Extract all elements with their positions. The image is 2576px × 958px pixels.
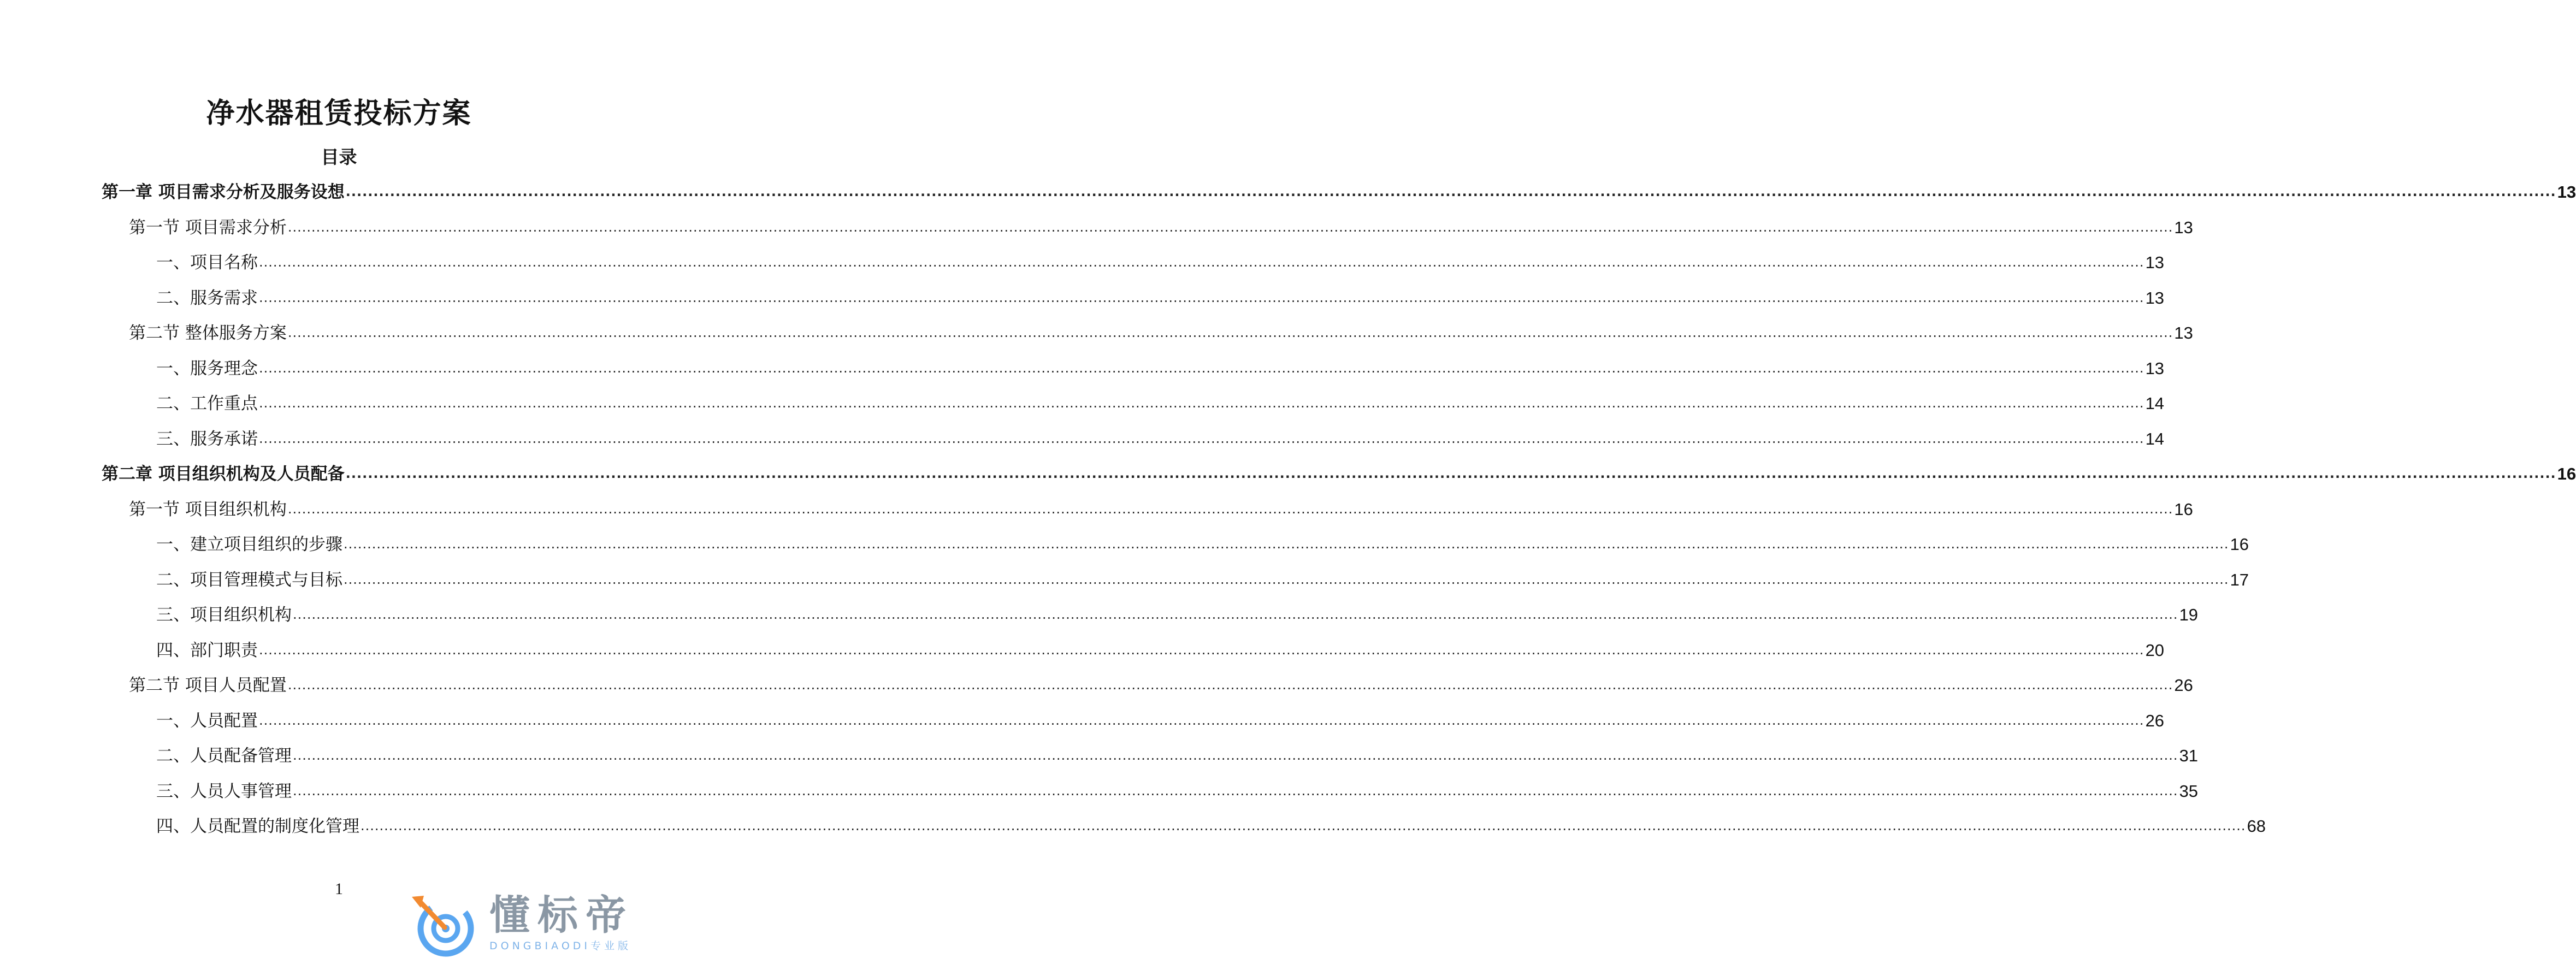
toc-entry-title: 一、项目名称: [156, 253, 258, 273]
toc-entry-title: 三、项目组织机构: [156, 605, 292, 625]
toc-entry-title: 二、服务需求: [156, 288, 258, 308]
toc-entry-page: 13: [2145, 288, 2165, 307]
toc-entry[interactable]: [129, 496, 2193, 521]
toc-leader-dots: ................................................................................................................................................................................................................................................................................................................................................................................................................: [259, 290, 2144, 305]
toc-leader-dots: ................................................................................................................................................................................................................................................................................................................................................................................................................: [259, 255, 2144, 270]
toc-leader-dots: ................................................................................................................................................................................................................................................................................................................................................................................................................: [259, 431, 2144, 446]
toc-entry-page: 19: [2179, 605, 2199, 624]
toc-entry-title: 第一节 项目需求分析: [129, 218, 287, 238]
toc-entry-page: 13: [2174, 323, 2193, 342]
toc-leader-dots: ................................................................................................................................................................................................................................................................................................................................................................................................................: [259, 642, 2144, 658]
toc-leader-dots: ................................................................................................................................................................................................................................................................................................................................................................................................................: [287, 501, 2173, 517]
toc-entry-page: 20: [2145, 641, 2165, 660]
toc-entry-title: 二、人员配备管理: [156, 746, 292, 766]
toc-entry-title: 三、人员人事管理: [156, 782, 292, 801]
toc-entry[interactable]: [129, 320, 2193, 344]
toc-entry[interactable]: [156, 637, 2165, 661]
toc-entry-page: 26: [2174, 676, 2193, 695]
toc-leader-dots: ................................................................................................................................................................................................................................................................................................................................................................................................................: [361, 818, 2246, 833]
toc-entry-page: 13: [2145, 253, 2165, 272]
toc-entry[interactable]: [156, 708, 2165, 732]
toc-entry-title: 第二章 项目组织机构及人员配备: [102, 464, 345, 484]
toc-entry[interactable]: [156, 356, 2165, 380]
toc-entry-page: 31: [2179, 746, 2199, 765]
toc-leader-dots: ................................................................................................................................................................................................................................................................................................................................................................................................................: [287, 677, 2173, 693]
toc-entry[interactable]: [156, 778, 2199, 802]
toc-entry[interactable]: [156, 567, 2249, 591]
toc-leader-dots: ................................................................................................................................................................................................................................................................................................................................................................................................................: [345, 184, 2556, 199]
toc-heading: 目录: [321, 146, 357, 168]
toc-entry-title: 一、服务理念: [156, 359, 258, 379]
toc-entry-page: 35: [2179, 782, 2199, 801]
toc-entry-title: 四、人员配置的制度化管理: [156, 817, 359, 836]
toc-entry[interactable]: [156, 285, 2165, 309]
toc-leader-dots: ................................................................................................................................................................................................................................................................................................................................................................................................................: [259, 713, 2144, 728]
toc-entry-title: 一、建立项目组织的步骤: [156, 535, 342, 554]
toc-entry-page: 16: [2230, 535, 2249, 554]
page-number: 1: [335, 880, 343, 898]
toc-entry-title: 第一章 项目需求分析及服务设想: [102, 182, 345, 202]
toc-entry-page: 16: [2174, 500, 2193, 519]
watermark: [409, 891, 665, 956]
toc-leader-dots: ................................................................................................................................................................................................................................................................................................................................................................................................................: [259, 360, 2144, 376]
toc-entry-page: 13: [2145, 359, 2165, 378]
toc-leader-dots: ................................................................................................................................................................................................................................................................................................................................................................................................................: [344, 536, 2229, 552]
toc-entry[interactable]: [156, 813, 2266, 837]
toc-entry-title: 第二节 整体服务方案: [129, 323, 287, 343]
toc-entry-title: 二、项目管理模式与目标: [156, 570, 342, 590]
toc-entry-page: 68: [2247, 817, 2266, 836]
toc-leader-dots: ................................................................................................................................................................................................................................................................................................................................................................................................................: [287, 325, 2173, 340]
toc-entry[interactable]: [102, 461, 2576, 485]
toc-entry-title: 第一节 项目组织机构: [129, 500, 287, 519]
target-logo-icon: [409, 891, 480, 956]
toc-leader-dots: ................................................................................................................................................................................................................................................................................................................................................................................................................: [259, 395, 2144, 411]
document-title: 净水器租赁投标方案: [206, 97, 472, 130]
toc-entry[interactable]: [156, 426, 2165, 450]
toc-entry-title: 第二节 项目人员配置: [129, 676, 287, 695]
toc-entry[interactable]: [156, 743, 2199, 767]
toc-entry-page: 26: [2145, 711, 2165, 730]
toc-entry-page: 13: [2174, 218, 2193, 237]
toc-entry-page: 16: [2557, 464, 2576, 483]
toc-entry-title: 二、工作重点: [156, 394, 258, 413]
watermark-subtitle: DONGBIAODI专业版: [489, 940, 632, 952]
toc-leader-dots: ................................................................................................................................................................................................................................................................................................................................................................................................................: [344, 572, 2229, 587]
toc-leader-dots: ................................................................................................................................................................................................................................................................................................................................................................................................................: [287, 220, 2173, 235]
toc-entry[interactable]: [156, 391, 2165, 415]
toc-entry[interactable]: [129, 215, 2193, 239]
toc-entry-title: 四、部门职责: [156, 641, 258, 660]
toc-entry-page: 14: [2145, 429, 2165, 448]
toc-entry[interactable]: [156, 602, 2199, 626]
toc-entry[interactable]: [129, 672, 2193, 696]
toc-entry-page: 13: [2557, 182, 2576, 202]
toc-entry[interactable]: [156, 531, 2249, 555]
toc-leader-dots: ................................................................................................................................................................................................................................................................................................................................................................................................................: [293, 607, 2178, 622]
toc-entry-page: 14: [2145, 394, 2165, 413]
watermark-brand: 懂标帝: [489, 892, 634, 939]
toc-leader-dots: ................................................................................................................................................................................................................................................................................................................................................................................................................: [293, 783, 2178, 799]
toc-leader-dots: ................................................................................................................................................................................................................................................................................................................................................................................................................: [293, 748, 2178, 763]
toc-entry-title: 一、人员配置: [156, 711, 258, 731]
toc-leader-dots: ................................................................................................................................................................................................................................................................................................................................................................................................................: [345, 466, 2556, 481]
toc-entry-page: 17: [2230, 570, 2249, 589]
toc-entry[interactable]: [156, 250, 2165, 274]
toc-entry-title: 三、服务承诺: [156, 429, 258, 449]
toc-entry[interactable]: [102, 179, 2576, 203]
